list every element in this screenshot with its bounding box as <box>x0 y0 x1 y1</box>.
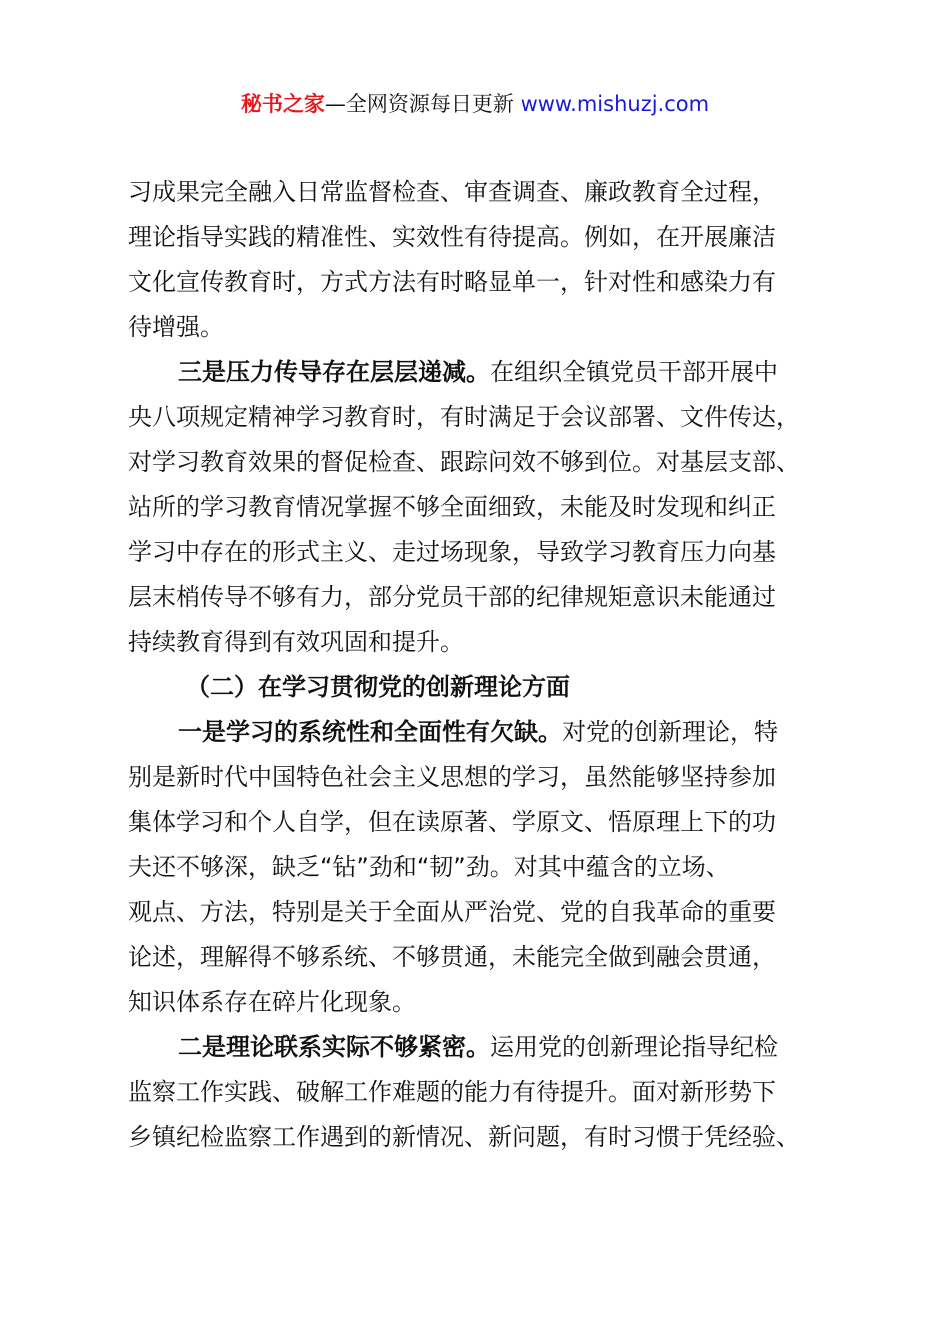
text-line: 站所的学习教育情况掌握不够全面细致，未能及时发现和纠正 <box>128 493 776 521</box>
text-line: 知识体系存在碎片化现象。 <box>128 988 416 1016</box>
paragraph-first-rest: 运用党的创新理论指导纪检 <box>490 1033 778 1061</box>
section-heading: （二）在学习贯彻党的创新理论方面 <box>186 673 570 701</box>
brand-name: 秘书之家 <box>240 92 325 116</box>
text-line: 文化宣传教育时，方式方法有时略显单一，针对性和感染力有 <box>128 268 776 296</box>
text-line <box>128 350 838 395</box>
text-line: 夫还不够深，缺乏“钻”劲和“韧”劲。对其中蕴含的立场、 <box>128 853 730 881</box>
paragraph-lead: 三是压力传导存在层层递减。 <box>178 358 490 386</box>
text-line: 乡镇纪检监察工作遇到的新情况、新问题，有时习惯于凭经验、 <box>128 1123 800 1151</box>
text-line <box>128 710 838 755</box>
text-line <box>128 1025 838 1070</box>
site-url-link[interactable]: www.mishuzj.com <box>520 92 710 116</box>
text-line: 观点、方法，特别是关于全面从严治党、党的自我革命的重要 <box>128 898 776 926</box>
paragraph-first-rest: 对党的创新理论，特 <box>562 718 778 746</box>
text-line: 习成果完全融入日常监督检查、审查调查、廉政教育全过程， <box>128 178 776 206</box>
paragraph-continued <box>128 170 838 350</box>
paragraph-systematic <box>128 710 838 1025</box>
text-line: 监察工作实践、破解工作难题的能力有待提升。面对新形势下 <box>128 1078 776 1106</box>
header-tagline: —全网资源每日更新 <box>324 92 521 116</box>
text-line: 待增强。 <box>128 313 224 341</box>
document-body <box>128 170 838 1160</box>
text-line: 学习中存在的形式主义、走过场现象，导致学习教育压力向基 <box>128 538 776 566</box>
paragraph-pressure <box>128 350 838 665</box>
paragraph-lead: 二是理论联系实际不够紧密。 <box>178 1033 490 1061</box>
text-line: 央八项规定精神学习教育时，有时满足于会议部署、文件传达， <box>128 403 800 431</box>
site-header <box>0 88 950 120</box>
text-line: 集体学习和个人自学，但在读原著、学原文、悟原理上下的功 <box>128 808 776 836</box>
paragraph-practice <box>128 1025 838 1160</box>
text-line: 持续教育得到有效巩固和提升。 <box>128 628 464 656</box>
paragraph-lead: 一是学习的系统性和全面性有欠缺。 <box>178 718 562 746</box>
text-line: 论述，理解得不够系统、不够贯通，未能完全做到融会贯通， <box>128 943 776 971</box>
text-line: 别是新时代中国特色社会主义思想的学习，虽然能够坚持参加 <box>128 763 776 791</box>
text-line: 理论指导实践的精准性、实效性有待提高。例如，在开展廉洁 <box>128 223 776 251</box>
text-line: 层末梢传导不够有力，部分党员干部的纪律规矩意识未能通过 <box>128 583 776 611</box>
text-line: 对学习教育效果的督促检查、跟踪问效不够到位。对基层支部、 <box>128 448 800 476</box>
paragraph-first-rest: 在组织全镇党员干部开展中 <box>490 358 778 386</box>
